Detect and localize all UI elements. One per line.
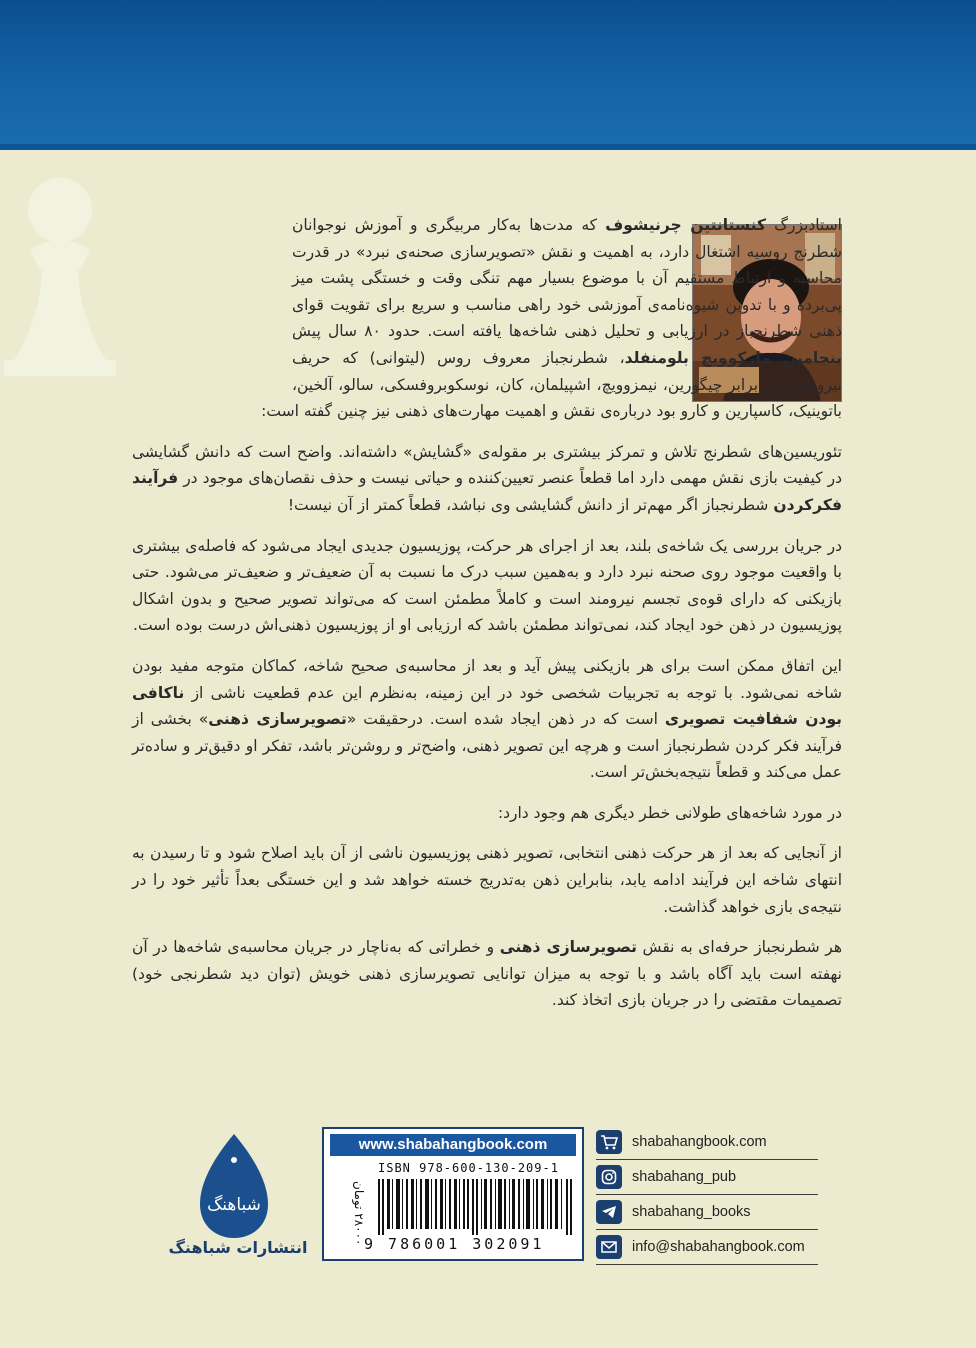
top-color-band [0, 0, 976, 150]
contact-instagram-text: shabahang_pub [632, 1169, 737, 1185]
website-url: www.shabahangbook.com [330, 1134, 576, 1156]
paragraph-long-variation: در جریان بررسی یک شاخه‌ی بلند، بعد از اجرای هر حرکت، پوزیسیون جدیدی ایجاد می‌شود که فاصله‌ی بیشتری با واقعیت موجود روی صحنه نبرد دارد و به‌همین سبب درک ما نسبت به آن ضعیف‌تر و ضعیف‌تر می‌شود. حتی بازیکنی که دارای قوه‌ی تجسم نیرومند است و کاملاً مطمئن است که می‌تواند تصویر صحیح و بدون اشکال پوزیسیون در ذهن خود ایجاد کند، نمی‌تواند مطمئن باشد که ارزیابی او از پوزیسیون ذهنی‌اش درست بوده است. [132, 536, 842, 635]
isbn-label: ISBN 978-600-130-209-1 [378, 1161, 559, 1175]
contact-telegram[interactable] [596, 1195, 818, 1230]
paragraph-opening-theory: تئوریسین‌های شطرنج تلاش و تمرکز بیشتری بر مقوله‌ی «گشایش» داشته‌اند. واضح است که دانش گشایشی در کیفیت بازی نقش مهمی دارد اما قطعاً عنصر تعیین‌کننده و حیاتی نیست و حذف نقصان‌های موجود در فرآیند فکرکردن شطرنجباز اگر مهم‌تر از دانش گشایشی وی نباشد، قطعاً کمتر از آن نیست! [132, 442, 842, 514]
paragraph-conclusion: هر شطرنجباز حرفه‌ای به نقش تصویرسازی ذهنی و خطراتی که به‌ناچار در جریان محاسبه‌ی شاخه‌ها در آن نهفته است باید آگاه باشد و با توجه به میزان توانایی تصویرسازی ذهنی خویش (توان دید شطرنجی خود) تصمیمات مقتضی را در جریان بازی اتخاذ کند. [132, 938, 842, 1010]
contact-email[interactable] [596, 1230, 818, 1265]
contact-website-text: shabahangbook.com [632, 1134, 767, 1150]
paragraph-fatigue: از آنجایی که بعد از هر حرکت ذهنی انتخابی، تصویر ذهنی پوزیسیون ناشی از آن باید اصلاح شود و تا رسیدن به انتهای شاخه این فرآیند ادامه یابد، بنابراین ذهن به‌تدریج خسته خواهد شد و این خستگی بعداً تأثیر خود را در نتیجه‌ی بازی خواهد گذاشت. [132, 844, 842, 916]
cart-icon [596, 1130, 622, 1154]
contact-email-text: info@shabahangbook.com [632, 1239, 805, 1255]
isbn-digits: 9 786001 302091 [364, 1235, 545, 1253]
price-label: ۲۸۰۰۰ تومان [352, 1180, 366, 1246]
contact-telegram-text: shabahang_books [632, 1204, 751, 1220]
paragraph-another-danger: در مورد شاخه‌های طولانی خطر دیگری هم وجود دارد: [497, 803, 842, 822]
contact-website[interactable] [596, 1125, 818, 1160]
contact-list [596, 1125, 818, 1265]
chess-pawn-watermark-icon [0, 160, 140, 380]
barcode-bars [378, 1179, 574, 1235]
contact-instagram[interactable] [596, 1160, 818, 1195]
barcode-box [322, 1127, 584, 1261]
portrait-text-wrap-space [132, 210, 292, 394]
publisher-logo-icon [196, 1130, 272, 1242]
publisher-name: انتشارات شباهنگ [168, 1238, 308, 1257]
paragraph-visual-clarity: این اتفاق ممکن است برای هر بازیکنی پیش آید و بعد از محاسبه‌ی صحیح شاخه، کماکان متوجه مفید بودن شاخه نمی‌شود. با توجه به تجربیات شخصی خود در این زمینه، به‌نظرم این عدم قطعیت ناشی از ناکافی بودن شفافیت تصویری است که در ذهن ایجاد شده است. درحقیقت «تصویرسازی ذهنی» بخشی از فرآیند فکر کردن شطرنجباز است و هرچه این تصویر ذهنی، واضح‌تر و روشن‌تر باشد، تفکر او دقیق‌تر و ساده‌تر عمل می‌کند و قطعاً نتیجه‌بخش‌تر است. [132, 656, 843, 782]
svg-text:شباهنگ: شباهنگ [207, 1195, 261, 1215]
paragraph-intro: استادبزرگ کنستانتین چرنیشوف که مدت‌ها به‌کار مربیگری و آموزش نوجوانان شطرنج روسیه اشتغال دارد، به اهمیت و نقش «تصویرسازی صحنه‌ی نبرد» در قدرت محاسبه و ارتباط مستقیم آن با موضوع بسیار مهم تنگی وقت و خستگی پشت میز پی‌برده و با تدوین شیوه‌نامه‌ی آموزشی خود راهی مناسب و سریع برای تقویت قوای ذهنی شطرنجباز در ارزیابی و تحلیل ذهنی شاخه‌ها یافته است. حدود ۸۰ سال پیش بنجامین مارکوویچ بلومنفلد، شطرنجباز معروف روس (لیتوانی) که حریف نیرومندی در برابر چیگورین، نیمزوویچ، اشپیلمان، کان، نوسکوبروفسکی، سالو، آلخین، باتوینیک، کاسپارین و کارو بود درباره‌ی نقش و اهمیت مهارت‌های ذهنی نیز چنین گفته است: [261, 216, 843, 421]
instagram-icon [596, 1165, 622, 1189]
back-cover-text [132, 210, 842, 1028]
email-icon [596, 1235, 622, 1259]
telegram-icon [596, 1200, 622, 1224]
